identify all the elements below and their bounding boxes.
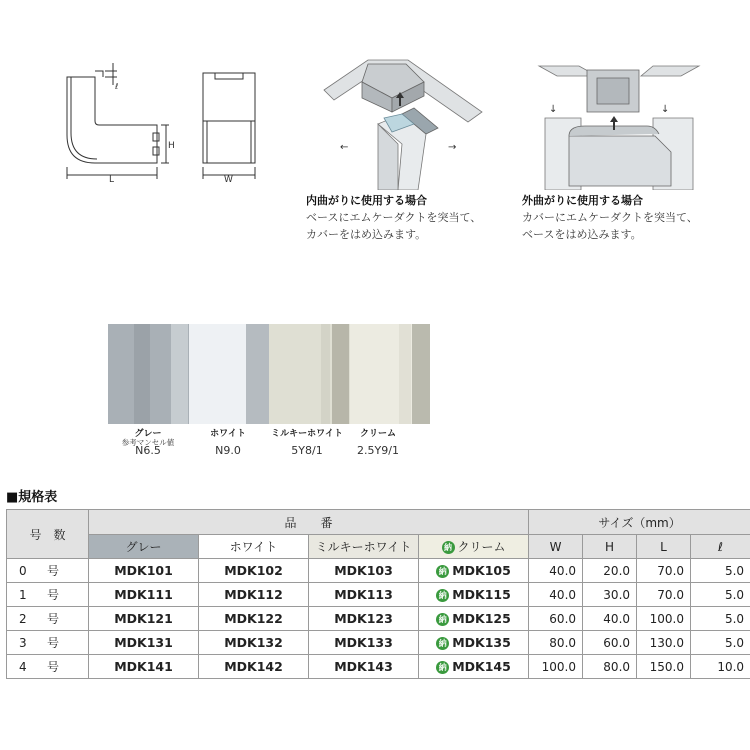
color-code-white: N9.0 <box>215 444 241 457</box>
size-l: 100.0 <box>637 607 691 631</box>
header-ell: ℓ <box>691 535 750 559</box>
part-white: MDK132 <box>199 631 309 655</box>
color-code-gray: N6.5 <box>135 444 161 457</box>
row-number: 2 <box>19 612 27 626</box>
svg-text:↓: ↓ <box>661 104 670 115</box>
header-w: W <box>529 535 583 559</box>
size-w: 60.0 <box>529 607 583 631</box>
size-h: 60.0 <box>583 631 637 655</box>
part-gray: MDK141 <box>89 655 199 679</box>
table-row <box>7 559 750 583</box>
nou-badge-icon: 納 <box>436 613 449 626</box>
size-w: 100.0 <box>529 655 583 679</box>
header-milky: ミルキーホワイト <box>309 535 419 559</box>
size-ell: 5.0 <box>691 559 750 583</box>
size-l: 130.0 <box>637 631 691 655</box>
part-gray: MDK101 <box>89 559 199 583</box>
color-name-gray: グレー <box>134 429 162 439</box>
part-milky: MDK133 <box>309 631 419 655</box>
row-unit: 号 <box>47 660 60 674</box>
row-number: 0 <box>19 564 27 578</box>
color-swatch-cream <box>350 324 431 424</box>
color-code-cream: 2.5Y9/1 <box>357 444 399 457</box>
size-ell: 5.0 <box>691 631 750 655</box>
dim-ell-label: ℓ <box>115 82 119 91</box>
size-l: 70.0 <box>637 583 691 607</box>
outer-usage-title: 外曲がりに使用する場合 <box>522 194 643 207</box>
svg-text:↓: ↓ <box>549 104 558 115</box>
color-name-white: ホワイト <box>210 429 246 439</box>
dim-l-label: L <box>109 175 115 185</box>
color-swatch-gray <box>108 324 189 424</box>
part-cream: MDK135 <box>452 635 511 650</box>
part-cream: MDK115 <box>452 587 511 602</box>
nou-badge-icon: 納 <box>436 637 449 650</box>
part-gray: MDK111 <box>89 583 199 607</box>
part-white: MDK122 <box>199 607 309 631</box>
header-l: L <box>637 535 691 559</box>
size-w: 40.0 <box>529 583 583 607</box>
dim-w-label: W <box>224 175 233 185</box>
size-h: 30.0 <box>583 583 637 607</box>
part-white: MDK102 <box>199 559 309 583</box>
nou-badge-icon: 納 <box>436 661 449 674</box>
table-row <box>7 631 750 655</box>
header-gray: グレー <box>89 535 199 559</box>
row-number: 1 <box>19 588 27 602</box>
row-unit: 号 <box>47 588 60 602</box>
size-w: 40.0 <box>529 559 583 583</box>
part-gray: MDK131 <box>89 631 199 655</box>
row-unit: 号 <box>47 612 60 626</box>
nou-badge-icon: 納 <box>442 541 455 554</box>
svg-text:←: ← <box>340 142 349 153</box>
nou-badge-icon: 納 <box>436 589 449 602</box>
svg-text:→: → <box>448 142 457 153</box>
part-white: MDK142 <box>199 655 309 679</box>
part-milky: MDK103 <box>309 559 419 583</box>
header-size: サイズ（mm） <box>529 510 750 535</box>
size-h: 80.0 <box>583 655 637 679</box>
inner-usage-caption <box>306 192 481 243</box>
row-unit: 号 <box>47 636 60 650</box>
spec-table <box>6 509 750 679</box>
part-cream: MDK125 <box>452 611 511 626</box>
size-h: 20.0 <box>583 559 637 583</box>
outer-usage-line1: カバーにエムケーダクトを突当て、 <box>522 211 698 224</box>
munsell-note: 参考マンセル値 <box>121 438 175 447</box>
header-cream <box>419 535 529 559</box>
inner-usage-line2: カバーをはめ込みます。 <box>306 228 427 241</box>
header-number: 号 数 <box>7 510 89 559</box>
color-swatch-milky <box>269 324 350 424</box>
color-swatches <box>108 324 430 424</box>
table-row <box>7 583 750 607</box>
header-white: ホワイト <box>199 535 309 559</box>
size-w: 80.0 <box>529 631 583 655</box>
spec-section-title: ■規格表 <box>6 490 58 505</box>
color-swatch-white <box>189 324 270 424</box>
inner-usage-title: 内曲がりに使用する場合 <box>306 194 427 207</box>
row-number: 4 <box>19 660 27 674</box>
outer-usage-caption <box>522 192 698 243</box>
size-ell: 5.0 <box>691 607 750 631</box>
row-number: 3 <box>19 636 27 650</box>
part-milky: MDK143 <box>309 655 419 679</box>
part-milky: MDK113 <box>309 583 419 607</box>
inner-usage-line1: ベースにエムケーダクトを突当て、 <box>306 211 482 224</box>
row-unit: 号 <box>47 564 60 578</box>
nou-badge-icon: 納 <box>436 565 449 578</box>
part-cream: MDK105 <box>452 563 511 578</box>
outer-corner-illustration <box>535 52 705 190</box>
part-milky: MDK123 <box>309 607 419 631</box>
dim-h-label: H <box>168 141 175 151</box>
size-ell: 5.0 <box>691 583 750 607</box>
inner-corner-illustration <box>318 52 488 190</box>
color-name-cream: クリーム <box>359 429 396 439</box>
color-name-milky: ミルキーホワイト <box>271 429 343 439</box>
outer-usage-line2: ベースをはめ込みます。 <box>522 228 642 241</box>
dimension-drawing <box>55 55 275 185</box>
size-h: 40.0 <box>583 607 637 631</box>
part-white: MDK112 <box>199 583 309 607</box>
part-gray: MDK121 <box>89 607 199 631</box>
size-l: 70.0 <box>637 559 691 583</box>
header-cream-label: クリーム <box>457 540 506 554</box>
size-ell: 10.0 <box>691 655 750 679</box>
part-cream: MDK145 <box>452 659 511 674</box>
header-part-no: 品 番 <box>89 510 529 535</box>
header-h: H <box>583 535 637 559</box>
size-l: 150.0 <box>637 655 691 679</box>
table-row <box>7 607 750 631</box>
color-code-milky: 5Y8/1 <box>291 444 323 457</box>
table-row <box>7 655 750 679</box>
